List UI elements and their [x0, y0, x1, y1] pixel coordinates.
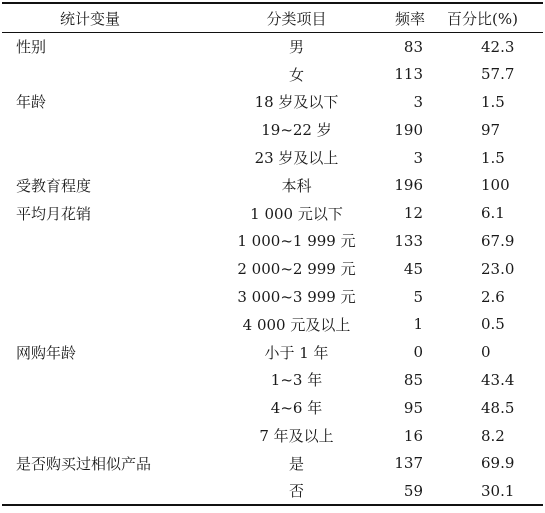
statistics-table-container: [2, 2, 543, 506]
cell-frequency: 59: [403, 481, 423, 500]
cell-category: 7 年及以上: [259, 427, 334, 446]
cell-percent: 42.3: [481, 37, 515, 56]
cell-variable: [2, 394, 218, 422]
table-body: [2, 33, 543, 506]
cell-category: 3 000~3 999 元: [237, 288, 356, 307]
cell-variable: 性别: [16, 38, 47, 57]
table-row: [2, 33, 543, 61]
cell-percent: 6.1: [481, 204, 505, 223]
cell-variable: [2, 255, 218, 283]
cell-category: 23 岁及以上: [254, 149, 339, 168]
cell-category: 本科: [281, 176, 312, 195]
cell-percent: 67.9: [481, 231, 515, 250]
header-variable: 统计变量: [59, 9, 120, 28]
table-row: [2, 227, 543, 255]
statistics-table: [2, 2, 543, 506]
cell-percent: 1.5: [481, 148, 505, 167]
table-row: [2, 60, 543, 88]
cell-frequency: 3: [413, 148, 423, 167]
cell-category: 小于 1 年: [264, 343, 329, 362]
table-row: [2, 449, 543, 477]
cell-variable: 网购年龄: [16, 343, 77, 362]
cell-variable: [2, 422, 218, 450]
cell-frequency: 95: [403, 398, 423, 417]
cell-category: 18 岁及以下: [254, 93, 339, 112]
table-row: [2, 199, 543, 227]
cell-percent: 69.9: [481, 454, 515, 473]
cell-frequency: 85: [403, 370, 423, 389]
cell-variable: [2, 116, 218, 144]
cell-variable: [2, 310, 218, 338]
cell-variable: [2, 366, 218, 394]
table-header: [2, 3, 543, 33]
cell-percent: 0.5: [481, 315, 505, 334]
header-percent: 百分比(%): [447, 9, 518, 28]
table-row: [2, 366, 543, 394]
cell-category: 男: [288, 38, 304, 57]
cell-frequency: 0: [413, 343, 423, 362]
cell-category: 1~3 年: [270, 371, 323, 390]
table-row: [2, 144, 543, 172]
cell-percent: 57.7: [481, 65, 515, 84]
header-category: 分类项目: [266, 9, 327, 28]
cell-frequency: 137: [394, 454, 423, 473]
cell-percent: 100: [481, 176, 510, 195]
table-row: [2, 88, 543, 116]
cell-variable: 是否购买过相似产品: [16, 454, 152, 473]
cell-percent: 43.4: [481, 370, 515, 389]
cell-percent: 8.2: [481, 426, 505, 445]
table-row: [2, 394, 543, 422]
cell-frequency: 16: [403, 426, 423, 445]
cell-category: 4 000 元及以上: [242, 315, 351, 334]
cell-variable: [2, 60, 218, 88]
table-row: [2, 171, 543, 199]
cell-category: 1 000 元以下: [250, 204, 343, 223]
cell-percent: 23.0: [481, 259, 515, 278]
cell-category: 2 000~2 999 元: [237, 260, 356, 279]
cell-frequency: 133: [394, 231, 423, 250]
cell-frequency: 196: [394, 176, 423, 195]
cell-variable: [2, 144, 218, 172]
table-row: [2, 255, 543, 283]
cell-frequency: 45: [403, 259, 423, 278]
cell-variable: 受教育程度: [16, 176, 92, 195]
cell-category: 1 000~1 999 元: [237, 232, 356, 251]
cell-frequency: 3: [413, 92, 423, 111]
cell-category: 4~6 年: [270, 399, 323, 418]
cell-percent: 30.1: [481, 481, 515, 500]
cell-percent: 1.5: [481, 92, 505, 111]
header-row: [2, 3, 543, 33]
cell-frequency: 190: [394, 120, 423, 139]
cell-frequency: 5: [413, 287, 423, 306]
table-row: [2, 310, 543, 338]
cell-frequency: 113: [394, 65, 423, 84]
cell-frequency: 12: [403, 204, 423, 223]
cell-variable: [2, 227, 218, 255]
cell-variable: [2, 283, 218, 311]
table-row: [2, 116, 543, 144]
cell-variable: [2, 477, 218, 505]
table-row: [2, 283, 543, 311]
cell-frequency: 1: [413, 315, 423, 334]
cell-percent: 0: [481, 343, 491, 362]
table-row: [2, 338, 543, 366]
cell-percent: 48.5: [481, 398, 515, 417]
cell-percent: 2.6: [481, 287, 505, 306]
cell-variable: 平均月花销: [16, 204, 92, 223]
table-row: [2, 422, 543, 450]
header-frequency: 频率: [394, 9, 425, 28]
cell-category: 否: [288, 482, 304, 501]
cell-percent: 97: [481, 120, 501, 139]
cell-category: 是: [288, 454, 304, 473]
table-row: [2, 477, 543, 505]
cell-variable: 年龄: [16, 93, 47, 112]
cell-frequency: 83: [403, 37, 423, 56]
cell-category: 女: [288, 65, 304, 84]
cell-category: 19~22 岁: [261, 121, 332, 140]
